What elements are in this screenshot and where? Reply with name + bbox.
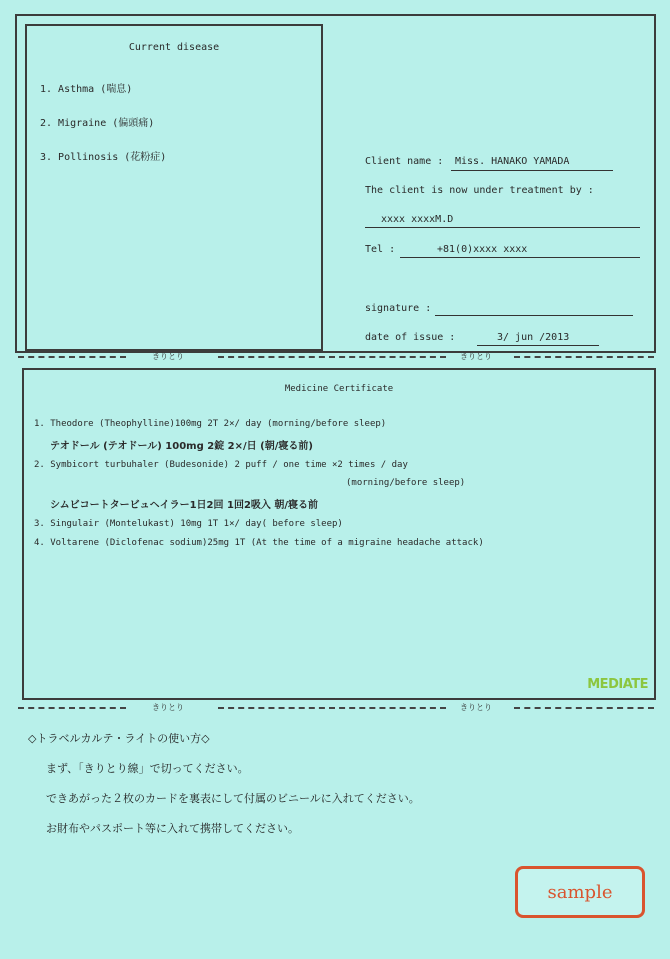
disease-item: 2. Migraine (偏頭痛) <box>40 118 155 129</box>
disease-title: Current disease <box>128 42 220 53</box>
client-name-value: Miss. HANAKO YAMADA <box>455 156 570 167</box>
sample-stamp: sample <box>515 866 645 918</box>
signature-line <box>435 315 633 316</box>
client-name-underline <box>451 170 613 171</box>
medicine-title: Medicine Certificate <box>284 384 394 394</box>
tel-underline <box>400 257 640 258</box>
disease-item: 3. Pollinosis (花粉症) <box>40 152 167 163</box>
medicine-line: 2. Symbicort turbuhaler (Budesonide) 2 puff / one time ×2 times / day <box>34 460 408 470</box>
client-name-label: Client name : <box>365 156 444 167</box>
treatment-label: The client is now under treatment by : <box>365 185 594 196</box>
tel-label: Tel : <box>365 244 396 255</box>
instructions-heading: ◇トラベルカルテ・ライトの使い方◇ <box>28 732 210 745</box>
medicine-certificate-card <box>22 368 656 700</box>
disease-item: 1. Asthma (喘息) <box>40 84 133 95</box>
medicine-line: テオドール (テオドール) 100mg 2錠 2×/日 (朝/寝る前) <box>50 441 313 452</box>
doctor-name: xxxx xxxxM.D <box>381 214 454 225</box>
tel-value: +81(0)xxxx xxxx <box>437 244 528 255</box>
cut-label: きりとり <box>460 703 492 712</box>
instruction-step: できあがった２枚のカードを裏表にして付属のビニールに入れてください。 <box>46 792 420 805</box>
medicine-line: 1. Theodore (Theophylline)100mg 2T 2×/ day (morning/before sleep) <box>34 419 387 429</box>
cut-line <box>18 703 658 713</box>
medicine-line: (morning/before sleep) <box>346 478 466 488</box>
medicine-line: シムビコートタービュヘイラー1日2回 1回2吸入 朝/寝る前 <box>50 500 319 511</box>
instruction-step: まず、「きりとり線」で切ってください。 <box>46 762 249 775</box>
medicine-line: 3. Singulair (Montelukast) 10mg 1T 1×/ day( before sleep) <box>34 519 343 529</box>
signature-label: signature : <box>365 303 432 314</box>
date-label: date of issue : <box>365 332 456 343</box>
instruction-step: お財布やパスポート等に入れて携帯してください。 <box>46 822 299 835</box>
current-disease-box <box>25 24 323 351</box>
cut-label: きりとり <box>152 352 184 361</box>
date-value: 3/ jun /2013 <box>497 332 570 343</box>
doctor-underline <box>365 227 640 228</box>
client-card <box>15 14 656 353</box>
cut-label: きりとり <box>152 703 184 712</box>
date-underline <box>477 345 599 346</box>
cut-label: きりとり <box>460 352 492 361</box>
medicine-line: 4. Voltarene (Diclofenac sodium)25mg 1T (At the time of a migraine headache attack) <box>34 538 484 548</box>
mediate-logo: MEDIATE <box>587 677 648 692</box>
cut-line <box>18 352 658 362</box>
